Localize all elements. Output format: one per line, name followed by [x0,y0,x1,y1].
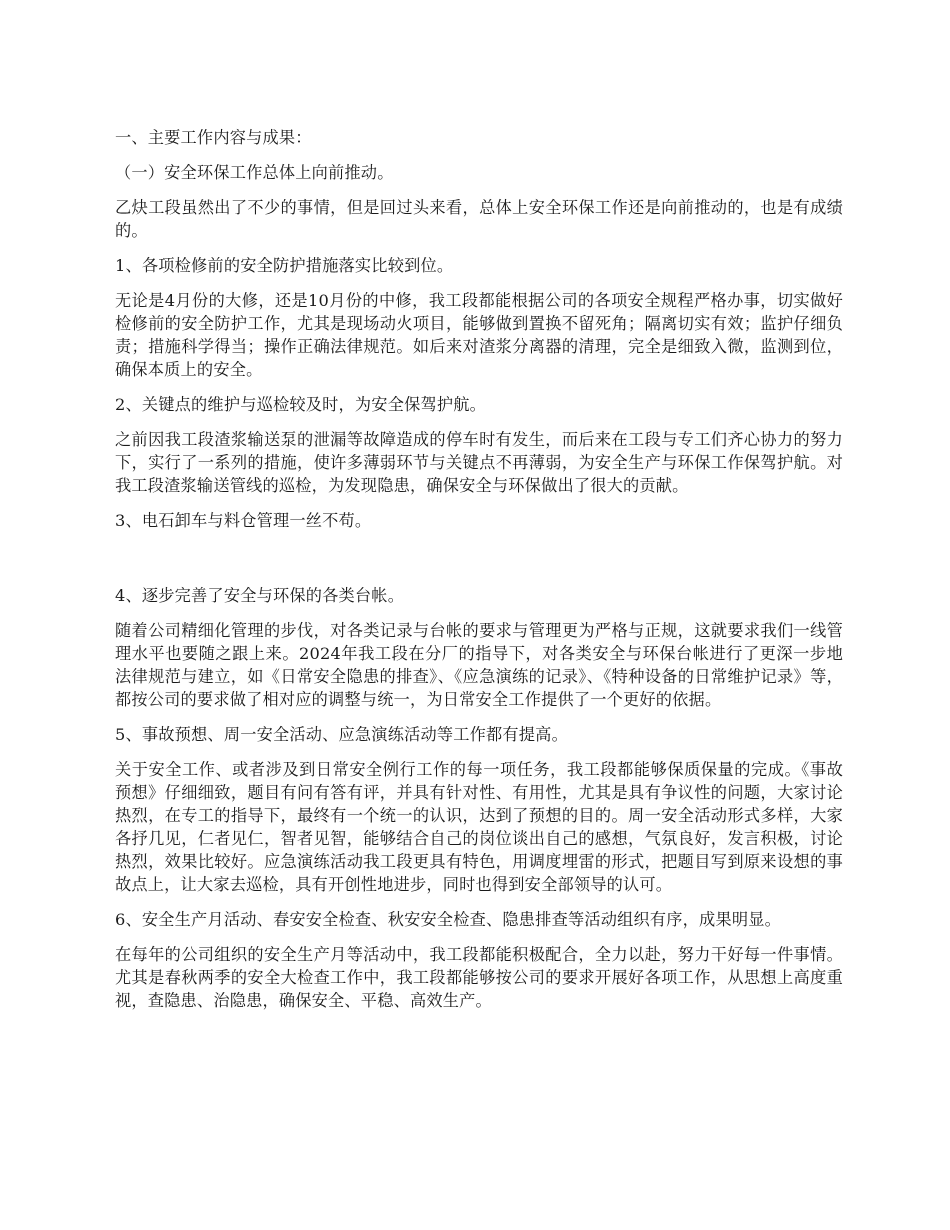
subsection-heading: （一）安全环保工作总体上向前推动。 [115,163,394,182]
item-4-title: 4、逐步完善了安全与环保的各类台帐。 [115,586,405,605]
item-3-title: 3、电石卸车与料仓管理一丝不苟。 [115,511,372,530]
intro-paragraph: 乙炔工段虽然出了不少的事情，但是回过头来看，总体上安全环保工作还是向前推动的，也是有成绩的。 [115,198,843,240]
item-4-body: 随着公司精细化管理的步伐，对各类记录与台帐的要求与管理更为严格与正规，这就要求我们一线管理水平也要随之跟上来。2024年我工段在分厂的指导下，对各类安全与环保台帐进行了更深一步地法律规范与建立，如《日常安全隐患的排查》、《应急演练的记录》、《特种设备的日常维护记录》等，都按公司的要求做了相对应的调整与统一，为日常安全工作提供了一个更好的依据。 [115,621,843,709]
item-6-body: 在每年的公司组织的安全生产月等活动中，我工段都能积极配合，全力以赴，努力干好每一件事情。尤其是春秋两季的安全大检查工作中，我工段都能够按公司的要求开展好各项工作，从思想上高度重视，查隐患、治隐患，确保安全、平稳、高效生产。 [115,945,843,1010]
item-2-body: 之前因我工段渣浆输送泵的泄漏等故障造成的停车时有发生，而后来在工段与专工们齐心协力的努力下，实行了一系列的措施，使许多薄弱环节与关键点不再薄弱，为安全生产与环保工作保驾护航。对我工段渣浆输送管线的巡检，为发现隐患，确保安全与环保做出了很大的贡献。 [115,430,843,495]
document-body [115,126,843,1024]
item-6-title: 6、安全生产月活动、春安安全检查、秋安安全检查、隐患排查等活动组织有序，成果明显。 [115,910,781,929]
item-2-title: 2、关键点的维护与巡检较及时，为安全保驾护航。 [115,395,487,414]
item-5-body: 关于安全工作、或者涉及到日常安全例行工作的每一项任务，我工段都能够保质保量的完成。《事故预想》仔细细致，题目有问有答有评，并具有针对性、有用性，尤其是具有争议性的问题，大家讨论热烈，在专工的指导下，最终有一个统一的认识，达到了预想的目的。周一安全活动形式多样，大家各抒几见，仁者见仁，智者见智，能够结合自己的岗位谈出自己的感想，气氛良好，发言积极，讨论热烈，效果比较好。应急演练活动我工段更具有特色，用调度埋雷的形式，把题目写到原来设想的事故点上，让大家去巡检，具有开创性地进步，同时也得到安全部领导的认可。 [115,760,843,894]
item-5-title: 5、事故预想、周一安全活动、应急演练活动等工作都有提高。 [115,725,568,744]
blank-gap [115,544,843,584]
item-1-title: 1、各项检修前的安全防护措施落实比较到位。 [115,256,454,275]
item-1-body: 无论是4月份的大修，还是10月份的中修，我工段都能根据公司的各项安全规程严格办事，切实做好检修前的安全防护工作，尤其是现场动火项目，能够做到置换不留死角；隔离切实有效；监护仔细负责；措施科学得当；操作正确法律规范。如后来对渣浆分离器的清理，完全是细致入微，监测到位，确保本质上的安全。 [115,291,843,379]
section-heading: 一、主要工作内容与成果： [115,128,312,147]
